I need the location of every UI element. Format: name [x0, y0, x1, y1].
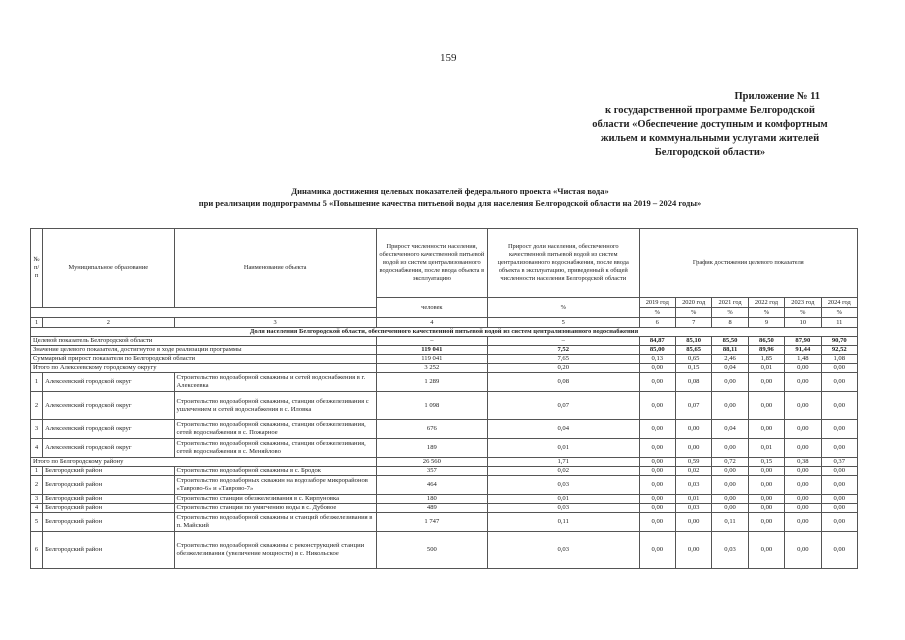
header-year-unit: %	[675, 308, 711, 318]
people-cell: 489	[376, 504, 487, 513]
col-number: 8	[712, 318, 748, 328]
row-num: 6	[31, 532, 43, 569]
summary-row	[31, 346, 858, 355]
year-cell: 0,00	[712, 392, 748, 420]
table-row	[31, 532, 858, 569]
object-cell: Строительство станции по умягчению воды в с. Дубовое	[174, 504, 376, 513]
year-cell: 0,00	[821, 513, 857, 532]
year-cell: 0,00	[639, 476, 675, 495]
year-cell: 87,90	[785, 337, 821, 346]
municipality-cell: Алексеевский городской округ	[43, 420, 174, 439]
summary-label: Итого по Алексеевскому городскому округу	[31, 364, 377, 373]
header-year: 2024 год	[821, 298, 857, 308]
year-cell: 0,00	[785, 504, 821, 513]
header-year: 2023 год	[785, 298, 821, 308]
col-number: 11	[821, 318, 857, 328]
year-cell: 0,00	[821, 476, 857, 495]
summary-label: Суммарный прирост показателя по Белгородской области	[31, 355, 377, 364]
year-cell: 0,00	[639, 420, 675, 439]
year-cell: 89,96	[748, 346, 784, 355]
title-line-2: при реализации подпрограммы 5 «Повышение качества питьевой воды для населения Белгородской области на 2019 – 2024 годы»	[198, 198, 702, 208]
appendix-line: жильем и коммунальными услугами жителей	[600, 133, 820, 144]
header-municipality: Муниципальное образование	[43, 229, 174, 308]
year-cell: 0,00	[785, 373, 821, 392]
year-cell: 2,46	[712, 355, 748, 364]
year-cell: 0,00	[821, 373, 857, 392]
year-cell: 0,01	[748, 364, 784, 373]
header-empty	[31, 308, 377, 318]
year-cell: 0,00	[675, 513, 711, 532]
col-number: 5	[487, 318, 639, 328]
object-cell: Строительство водозаборной скважины, станции обезжелезивания с ушлечением и сетей водоснабжения в с. Иловка	[174, 392, 376, 420]
share-cell: 0,20	[487, 364, 639, 373]
year-cell: 0,00	[748, 373, 784, 392]
share-cell: 0,02	[487, 467, 639, 476]
share-cell: 0,04	[487, 420, 639, 439]
table-row	[31, 513, 858, 532]
year-cell: 0,08	[675, 373, 711, 392]
year-cell: 0,11	[712, 513, 748, 532]
header-share-growth: Прирост доли населения, обеспеченного качественной питьевой водой из систем централизованного водоснабжения, после ввода объекта в эксплуатацию, приведенный к общей численности населения Белгородской области	[487, 229, 639, 298]
header-year: 2019 год	[639, 298, 675, 308]
header-year-unit: %	[785, 308, 821, 318]
summary-label: Значение целевого показателя, достигнутое в ходе реализации программы	[31, 346, 377, 355]
header-year-unit: %	[748, 308, 784, 318]
object-cell: Строительство водозаборной скважины в с. Бродок	[174, 467, 376, 476]
year-cell: 0,00	[712, 467, 748, 476]
year-cell: 0,00	[821, 420, 857, 439]
year-cell: 0,00	[675, 532, 711, 569]
year-cell: 0,00	[639, 513, 675, 532]
year-cell: 0,04	[712, 364, 748, 373]
document-title	[120, 185, 780, 209]
year-cell: 0,01	[675, 495, 711, 504]
share-cell: 1,71	[487, 458, 639, 467]
summary-row	[31, 337, 858, 346]
year-cell: 0,00	[785, 364, 821, 373]
year-cell: 0,01	[748, 439, 784, 458]
summary-row	[31, 355, 858, 364]
header-year: 2022 год	[748, 298, 784, 308]
year-cell: 0,00	[785, 420, 821, 439]
people-cell: 119 041	[376, 346, 487, 355]
people-cell: 1 747	[376, 513, 487, 532]
object-cell: Строительство водозаборной скважины, станции обезжелезивания, сетей водоснабжения в с. Меняйлово	[174, 439, 376, 458]
year-cell: 0,00	[821, 392, 857, 420]
year-cell: 0,00	[712, 495, 748, 504]
row-num: 4	[31, 439, 43, 458]
year-cell: 0,00	[639, 532, 675, 569]
object-cell: Строительство водозаборной скважины, станции обезжелезивания, сетей водоснабжения в с. Пожарное	[174, 420, 376, 439]
people-cell: –	[376, 337, 487, 346]
row-num: 5	[31, 513, 43, 532]
appendix-title: Приложение № 11	[734, 91, 820, 102]
table-row	[31, 495, 858, 504]
year-cell: 1,48	[785, 355, 821, 364]
share-cell: 0,03	[487, 504, 639, 513]
title-line-1: Динамика достижения целевых показателей федерального проекта «Чистая вода»	[291, 186, 609, 196]
year-cell: 0,15	[675, 364, 711, 373]
year-cell: 0,59	[675, 458, 711, 467]
year-cell: 0,00	[748, 476, 784, 495]
row-num: 4	[31, 504, 43, 513]
year-cell: 0,00	[785, 439, 821, 458]
share-cell: 0,11	[487, 513, 639, 532]
summary-label: Целевой показатель Белгородской области	[31, 337, 377, 346]
year-cell: 0,00	[675, 420, 711, 439]
col-number: 6	[639, 318, 675, 328]
year-cell: 0,72	[712, 458, 748, 467]
year-cell: 0,03	[675, 476, 711, 495]
appendix-header	[580, 90, 840, 160]
col-number: 4	[376, 318, 487, 328]
year-cell: 85,00	[639, 346, 675, 355]
header-year-unit: %	[639, 308, 675, 318]
year-cell: 0,38	[785, 458, 821, 467]
col-number: 10	[785, 318, 821, 328]
municipality-cell: Алексеевский городской округ	[43, 439, 174, 458]
share-cell: 0,01	[487, 439, 639, 458]
year-cell: 0,00	[785, 392, 821, 420]
year-cell: 0,03	[675, 504, 711, 513]
table-row	[31, 439, 858, 458]
share-cell: 0,08	[487, 373, 639, 392]
table-row	[31, 476, 858, 495]
header-unit-people: человек	[376, 298, 487, 318]
year-cell: 85,10	[675, 337, 711, 346]
year-cell: 0,00	[821, 495, 857, 504]
municipality-cell: Алексеевский городской округ	[43, 392, 174, 420]
summary-row	[31, 458, 858, 467]
year-cell: 0,00	[639, 364, 675, 373]
object-cell: Строительство водозаборной скважины с реконструкцией станции обезжелезивания (увеличение мощности) в с. Никольское	[174, 532, 376, 569]
people-cell: 119 041	[376, 355, 487, 364]
municipality-cell: Белгородский район	[43, 476, 174, 495]
people-cell: 500	[376, 532, 487, 569]
year-cell: 0,00	[785, 476, 821, 495]
col-number: 1	[31, 318, 43, 328]
people-cell: 189	[376, 439, 487, 458]
col-number: 7	[675, 318, 711, 328]
year-cell: 0,04	[712, 420, 748, 439]
year-cell: 0,02	[675, 467, 711, 476]
year-cell: 0,65	[675, 355, 711, 364]
people-cell: 357	[376, 467, 487, 476]
year-cell: 0,00	[785, 513, 821, 532]
year-cell: 84,87	[639, 337, 675, 346]
share-cell: 0,03	[487, 532, 639, 569]
year-cell: 0,00	[748, 504, 784, 513]
year-cell: 0,00	[748, 467, 784, 476]
page-number: 159	[440, 52, 457, 64]
share-cell: 0,03	[487, 476, 639, 495]
municipality-cell: Белгородский район	[43, 504, 174, 513]
row-num: 1	[31, 467, 43, 476]
col-number: 9	[748, 318, 784, 328]
header-year: 2020 год	[675, 298, 711, 308]
year-cell: 0,07	[675, 392, 711, 420]
col-number: 3	[174, 318, 376, 328]
year-cell: 85,50	[712, 337, 748, 346]
year-cell: 90,70	[821, 337, 857, 346]
table-row	[31, 373, 858, 392]
table-row	[31, 420, 858, 439]
share-cell: 7,65	[487, 355, 639, 364]
header-schedule: График достижения целевого показателя	[639, 229, 857, 298]
year-cell: 0,00	[639, 467, 675, 476]
header-object: Наименование объекта	[174, 229, 376, 308]
share-cell: 0,01	[487, 495, 639, 504]
year-cell: 0,00	[675, 439, 711, 458]
object-cell: Строительство водозаборной скважины и сетей водоснабжения в г. Алексеевка	[174, 373, 376, 392]
header-unit-pct: %	[487, 298, 639, 318]
year-cell: 0,00	[748, 513, 784, 532]
table-row	[31, 504, 858, 513]
row-num: 3	[31, 495, 43, 504]
year-cell: 0,00	[712, 504, 748, 513]
municipality-cell: Белгородский район	[43, 513, 174, 532]
municipality-cell: Белгородский район	[43, 467, 174, 476]
year-cell: 1,08	[821, 355, 857, 364]
year-cell: 88,11	[712, 346, 748, 355]
year-cell: 0,15	[748, 458, 784, 467]
year-cell: 0,00	[712, 439, 748, 458]
year-cell: 0,00	[748, 420, 784, 439]
people-cell: 180	[376, 495, 487, 504]
year-cell: 85,65	[675, 346, 711, 355]
year-cell: 0,00	[821, 532, 857, 569]
summary-label: Итого по Белгородскому району	[31, 458, 377, 467]
year-cell: 0,00	[639, 392, 675, 420]
year-cell: 0,00	[748, 532, 784, 569]
object-cell: Строительство водозаборных скважин на водозаборе микрорайонов «Таврово-6» и «Таврово-7»	[174, 476, 376, 495]
year-cell: 0,00	[821, 467, 857, 476]
table-row	[31, 467, 858, 476]
year-cell: 1,85	[748, 355, 784, 364]
year-cell: 0,00	[712, 373, 748, 392]
municipality-cell: Алексеевский городской округ	[43, 373, 174, 392]
people-cell: 676	[376, 420, 487, 439]
municipality-cell: Белгородский район	[43, 495, 174, 504]
appendix-line: области «Обеспечение доступным и комфортным	[592, 119, 828, 130]
section-title: Доля населения Белгородской области, обеспеченного качественной питьевой водой из систем централизованного водоснабжения	[31, 328, 858, 337]
people-cell: 1 289	[376, 373, 487, 392]
year-cell: 0,00	[785, 467, 821, 476]
year-cell: 0,00	[639, 373, 675, 392]
year-cell: 92,52	[821, 346, 857, 355]
row-num: 2	[31, 476, 43, 495]
year-cell: 0,00	[639, 458, 675, 467]
header-num: № п/п	[31, 229, 43, 308]
indicator-table	[30, 228, 858, 569]
header-year: 2021 год	[712, 298, 748, 308]
year-cell: 0,13	[639, 355, 675, 364]
year-cell: 0,00	[712, 476, 748, 495]
people-cell: 3 252	[376, 364, 487, 373]
row-num: 3	[31, 420, 43, 439]
people-cell: 464	[376, 476, 487, 495]
year-cell: 0,00	[748, 495, 784, 504]
year-cell: 0,00	[821, 364, 857, 373]
people-cell: 1 098	[376, 392, 487, 420]
year-cell: 0,00	[821, 504, 857, 513]
row-num: 1	[31, 373, 43, 392]
table-row	[31, 392, 858, 420]
year-cell: 0,00	[639, 495, 675, 504]
share-cell: –	[487, 337, 639, 346]
people-cell: 26 560	[376, 458, 487, 467]
appendix-line: Белгородской области»	[654, 147, 766, 158]
row-num: 2	[31, 392, 43, 420]
year-cell: 0,00	[785, 532, 821, 569]
year-cell: 0,00	[748, 392, 784, 420]
year-cell: 0,00	[821, 439, 857, 458]
header-year-unit: %	[821, 308, 857, 318]
header-year-unit: %	[712, 308, 748, 318]
object-cell: Строительство станции обезжелезивания в с. Кирпуновка	[174, 495, 376, 504]
municipality-cell: Белгородский район	[43, 532, 174, 569]
share-cell: 0,07	[487, 392, 639, 420]
year-cell: 0,00	[785, 495, 821, 504]
col-number: 2	[43, 318, 174, 328]
summary-row	[31, 364, 858, 373]
share-cell: 7,52	[487, 346, 639, 355]
year-cell: 0,00	[639, 439, 675, 458]
header-pop-growth: Прирост численности населения, обеспеченного качественной питьевой водой из систем централизованного водоснабжения, после ввода объекта в эксплуатацию	[376, 229, 487, 298]
object-cell: Строительство водозаборной скважины и станций обезжелезивания в п. Майский	[174, 513, 376, 532]
appendix-line: к государственной программе Белгородской	[605, 105, 815, 116]
year-cell: 0,03	[712, 532, 748, 569]
year-cell: 0,37	[821, 458, 857, 467]
year-cell: 86,50	[748, 337, 784, 346]
year-cell: 0,00	[639, 504, 675, 513]
year-cell: 91,44	[785, 346, 821, 355]
